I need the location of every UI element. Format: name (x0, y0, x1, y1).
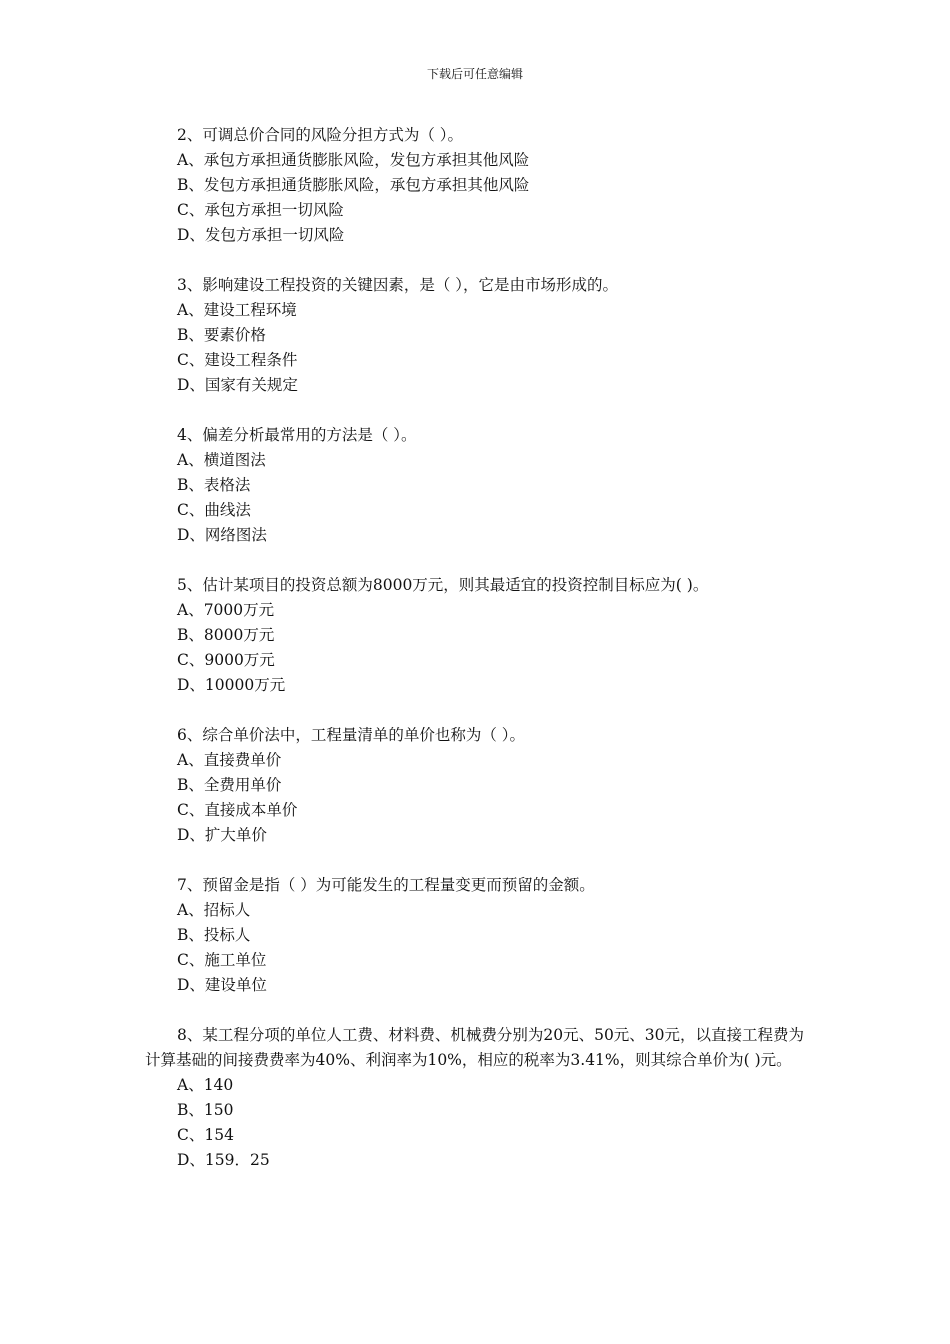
option-a: A、140 (177, 1076, 234, 1094)
question-8 (145, 1023, 815, 1173)
question-2 (145, 123, 815, 248)
option-a: A、横道图法 (177, 451, 266, 469)
option-b: B、全费用单价 (177, 776, 282, 794)
option-c: C、承包方承担一切风险 (177, 201, 344, 219)
option-c: C、曲线法 (177, 501, 251, 519)
option-c: C、直接成本单价 (177, 801, 298, 819)
option-b: B、8000万元 (177, 626, 275, 644)
option-d: D、国家有关规定 (177, 376, 298, 394)
option-b: B、投标人 (177, 926, 251, 944)
option-d: D、扩大单价 (177, 826, 267, 844)
question-stem: 2、可调总价合同的风险分担方式为（ ）。 (177, 126, 464, 144)
option-a: A、直接费单价 (177, 751, 282, 769)
option-c: C、154 (177, 1126, 234, 1144)
question-stem: 8、某工程分项的单位人工费、材料费、机械费分别为20元、50元、30元，以直接工程费为计算基础的间接费费率为40%、利润率为10%，相应的税率为3.41%，则其综合单价为( )元。 (145, 1026, 805, 1069)
option-b: B、150 (177, 1101, 234, 1119)
question-stem: 6、综合单价法中，工程量清单的单价也称为（ ）。 (177, 726, 526, 744)
option-c: C、建设工程条件 (177, 351, 298, 369)
question-stem: 4、偏差分析最常用的方法是（ ）。 (177, 426, 417, 444)
option-c: C、施工单位 (177, 951, 267, 969)
document-body (145, 123, 815, 1198)
option-b: B、表格法 (177, 476, 251, 494)
option-b: B、要素价格 (177, 326, 266, 344)
option-d: D、建设单位 (177, 976, 267, 994)
question-7 (145, 873, 815, 998)
question-6 (145, 723, 815, 848)
question-4 (145, 423, 815, 548)
question-stem: 5、估计某项目的投资总额为8000万元，则其最适宜的投资控制目标应为( )。 (177, 576, 709, 594)
option-a: A、承包方承担通货膨胀风险，发包方承担其他风险 (177, 151, 530, 169)
question-3 (145, 273, 815, 398)
option-d: D、10000万元 (177, 676, 286, 694)
option-d: D、网络图法 (177, 526, 267, 544)
option-a: A、建设工程环境 (177, 301, 297, 319)
question-5 (145, 573, 815, 698)
option-d: D、159．25 (177, 1151, 270, 1169)
question-stem: 3、影响建设工程投资的关键因素，是（ ），它是由市场形成的。 (177, 276, 619, 294)
option-d: D、发包方承担一切风险 (177, 226, 345, 244)
page-header: 下载后可任意编辑 (426, 67, 523, 81)
option-a: A、招标人 (177, 901, 251, 919)
question-stem: 7、预留金是指（ ）为可能发生的工程量变更而预留的金额。 (177, 876, 595, 894)
option-c: C、9000万元 (177, 651, 275, 669)
option-b: B、发包方承担通货膨胀风险，承包方承担其他风险 (177, 176, 530, 194)
option-a: A、7000万元 (177, 601, 275, 619)
